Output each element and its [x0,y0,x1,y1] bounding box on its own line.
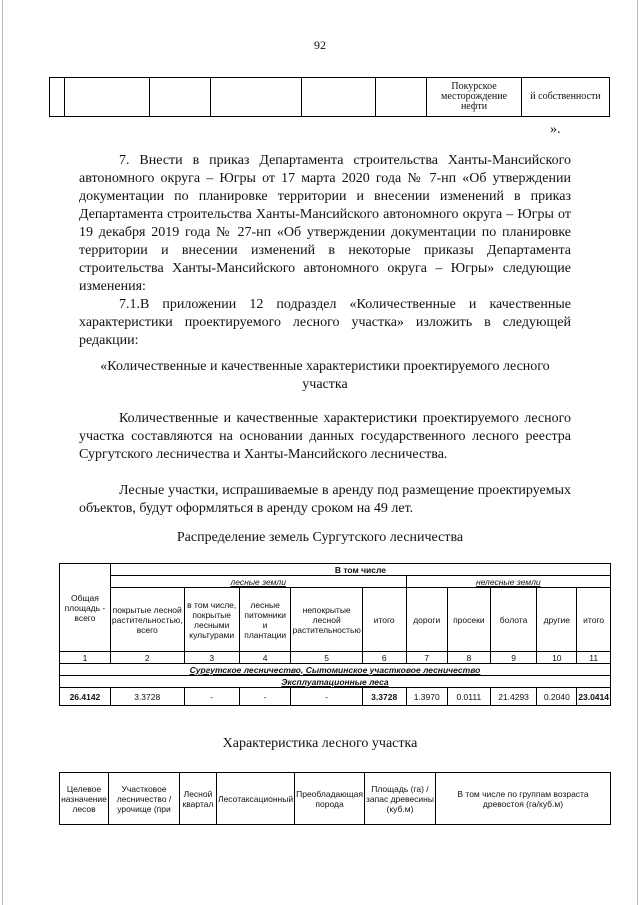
top-cell-deposit: Покурское месторождение нефти [427,78,522,117]
left-edge [2,0,3,905]
header-in-that-number: В том числе [110,564,610,576]
characteristics-table [59,772,611,825]
table1-caption: Распределение земель Сургутского лесничества [176,530,464,545]
data-cell: 0.2040 [537,688,577,706]
header-nonforest-lands: нелесные земли [406,576,610,588]
col-area-volume: Площадь (га) /запас древесины (куб.м) [364,773,435,825]
top-cell [150,78,211,117]
data-cell: 23.0414 [577,688,611,706]
top-cell [302,78,376,117]
col-species: Преобладающая порода [295,773,365,825]
num-cell: 6 [362,652,406,664]
col-cultures: в том числе, покрытые лесными культурами [184,588,239,652]
col-total: итого [362,588,406,652]
col-age-groups: В том числе по группам возраста древостоя (га/куб.м) [435,773,610,825]
data-cell: - [184,688,239,706]
item-7-1: 7.1.В приложении 12 подраздел «Количественные и качественные характеристики проектируемого лесного участка» изложить в следующей редакции: [79,297,571,348]
top-cell [65,78,150,117]
col-clearings: просеки [447,588,490,652]
col-quarter: Лесной квартал [180,773,217,825]
data-cell: 0.0111 [447,688,490,706]
col-roads: дороги [406,588,447,652]
right-edge [637,0,638,905]
col-taxation: Лесотаксационный [217,773,295,825]
top-cell [376,78,427,117]
col-covered: покрытые лесной растительностью, всего [110,588,184,652]
data-cell: 26.4142 [60,688,111,706]
data-cell: - [239,688,291,706]
item-7: 7. Внести в приказ Департамента строительства Ханты-Мансийского автономного округа – Югры от 17 марта 2020 года № 7-нп «Об утверждении документации по планировке территории и внесении изменений в приказ Департамента строительства Ханты-Мансийского автономного округа – Югры от 19 декабря 2019 года № 27-нп «Об утверждении документации по планировке территории и внесении изменений в некоторые приказы Департамента строительства Ханты-Мансийского автономного округа – Югры» следующие изменения: [79,153,571,294]
col-purpose: Целевое назначение лесов [60,773,109,825]
header-forest-lands: лесные земли [110,576,406,588]
table-row [60,688,611,706]
header-total-area: Общая площадь - всего [60,564,111,652]
distribution-table [59,563,611,706]
data-cell: - [291,688,362,706]
num-cell: 10 [537,652,577,664]
col-district: Участковое лесничество /урочище (при [109,773,180,825]
num-cell: 4 [239,652,291,664]
num-cell: 11 [577,652,611,664]
top-table [49,77,610,117]
data-cell: 3.3728 [362,688,406,706]
closing-quote: ». [550,122,561,137]
col-swamps: болота [490,588,537,652]
section-heading: «Количественные и качественные характеристики проектируемого лесного участка [100,359,550,392]
section-row-exploitation: Эксплуатационные леса [60,676,611,688]
section-row-forestry: Сургутское лесничество, Сытоминское участковое лесничество [60,664,611,676]
data-cell: 1.3970 [406,688,447,706]
data-cell: 21.4293 [490,688,537,706]
num-cell: 7 [406,652,447,664]
num-cell: 3 [184,652,239,664]
data-cell: 3.3728 [110,688,184,706]
num-cell: 1 [60,652,111,664]
top-cell [50,78,65,117]
num-cell: 5 [291,652,362,664]
col-total-2: итого [577,588,611,652]
paragraph-1: Количественные и качественные характеристики проектируемого лесного участка составляются на основании данных государственного лесного реестра Сургутского лесничества и Ханты-Мансийского лесничества. [79,411,571,462]
col-other: другие [537,588,577,652]
top-cell-ownership: й собственности [522,78,610,117]
table-row-numbers [60,652,611,664]
num-cell: 2 [110,652,184,664]
page-number: 92 [314,38,326,52]
col-uncovered: непокрытые лесной растительностью [291,588,362,652]
num-cell: 8 [447,652,490,664]
num-cell: 9 [490,652,537,664]
col-nurseries: лесные питомники и плантации [239,588,291,652]
paragraph-2: Лесные участки, испрашиваемые в аренду под размещение проектируемых объектов, будут оформляться в аренду сроком на 49 лет. [79,483,571,516]
top-cell [211,78,302,117]
table2-caption: Характеристика лесного участка [222,736,418,751]
